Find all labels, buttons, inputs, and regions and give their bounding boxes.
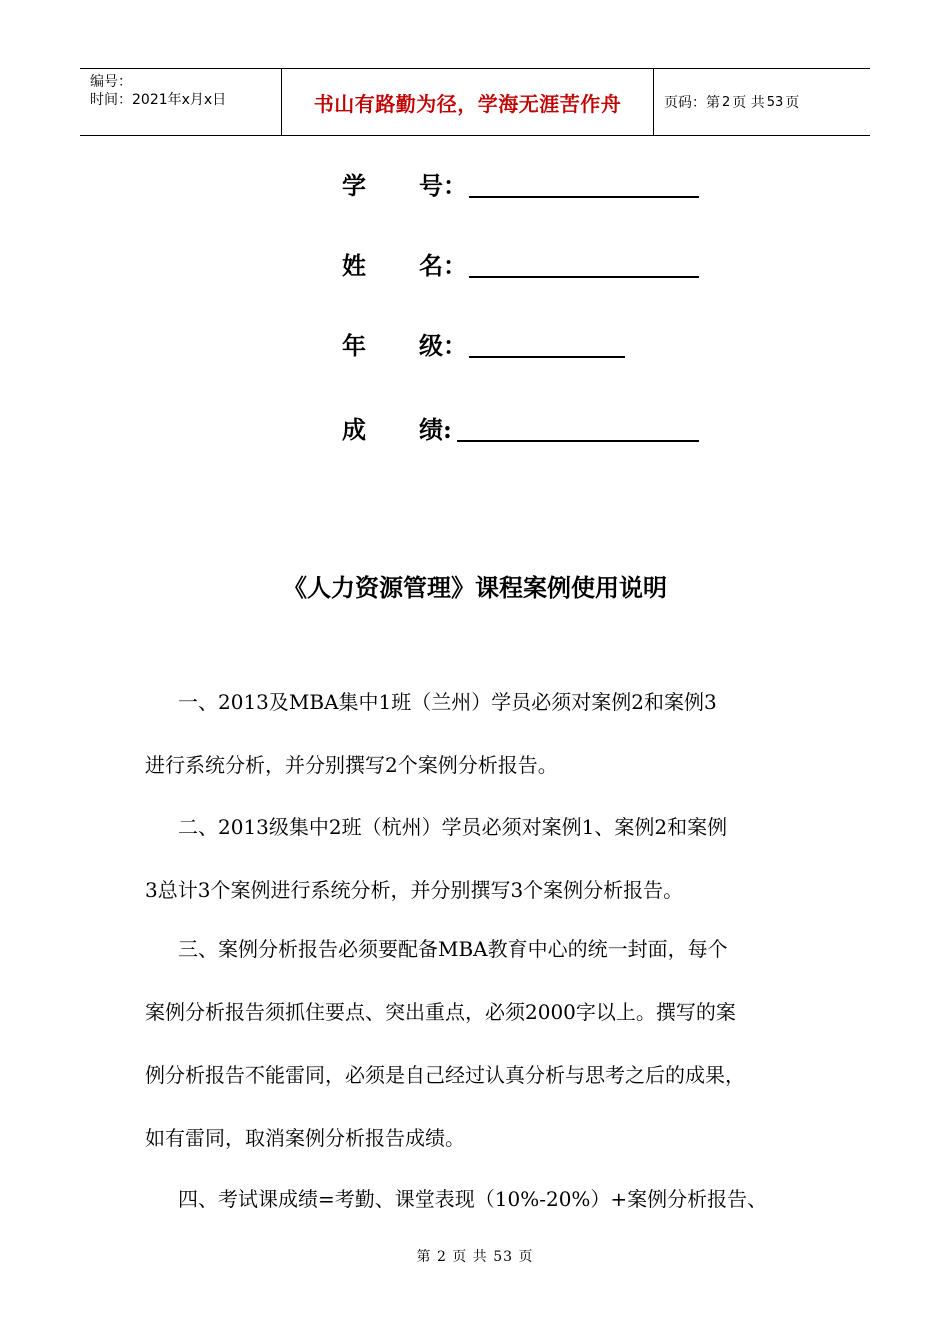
field-label-char1: 年 bbox=[342, 331, 366, 360]
paragraph-line: 如有雷同，取消案例分析报告成绩。 bbox=[145, 1126, 465, 1150]
field-label-char2: 名： bbox=[419, 251, 467, 280]
header-page-info bbox=[654, 69, 870, 135]
paragraph-line: 四、考试课成绩=考勤、课堂表现（10%-20%）+案例分析报告、 bbox=[178, 1187, 768, 1211]
paragraph-line: 二、2013级集中2班（杭州）学员必须对案例1、案例2和案例 bbox=[178, 815, 728, 839]
page-prefix: 页码：第 bbox=[664, 95, 720, 111]
header-motto: 书山有路勤为径，学海无涯苦作舟 bbox=[281, 69, 654, 135]
paragraph-line: 案例分析报告须抓住要点、突出重点，必须2000字以上。撰写的案 bbox=[145, 1000, 736, 1024]
name-field bbox=[342, 246, 702, 286]
document-title: 《人力资源管理》课程案例使用说明 bbox=[283, 573, 667, 602]
grade-year-field bbox=[342, 326, 642, 366]
score-field bbox=[342, 410, 702, 450]
page-number: 2 bbox=[722, 94, 731, 110]
page-suffix: 页 bbox=[785, 95, 800, 111]
date-label: 时间：2021年x月x日 bbox=[90, 92, 227, 108]
field-label-char1: 成 bbox=[342, 415, 366, 444]
paragraph-1 bbox=[145, 671, 817, 797]
page-footer: 第 2 页 共 53 页 bbox=[416, 1249, 534, 1265]
paragraph-line: 例分析报告不能雷同，必须是自己经过认真分析与思考之后的成果， bbox=[145, 1063, 745, 1087]
paragraph-line: 进行系统分析，并分别撰写2个案例分析报告。 bbox=[145, 753, 558, 777]
field-label-char1: 学 bbox=[342, 171, 366, 200]
field-label-char1: 姓 bbox=[342, 251, 366, 280]
grade-year-blank[interactable] bbox=[469, 356, 625, 358]
name-blank[interactable] bbox=[469, 276, 699, 278]
paragraph-2 bbox=[145, 796, 817, 922]
paragraph-line: 一、2013及MBA集中1班（兰州）学员必须对案例2和案例3 bbox=[178, 690, 717, 714]
paragraph-4 bbox=[145, 1168, 817, 1231]
student-id-field bbox=[342, 166, 702, 206]
paragraph-line: 3总计3个案例进行系统分析，并分别撰写3个案例分析报告。 bbox=[145, 878, 684, 902]
page-mid: 页 共 bbox=[732, 95, 765, 111]
student-id-blank[interactable] bbox=[469, 196, 699, 198]
page-header bbox=[80, 68, 870, 136]
paragraph-3 bbox=[145, 918, 817, 1170]
field-label-char2: 绩: bbox=[419, 415, 452, 444]
field-label-char2: 级： bbox=[419, 331, 467, 360]
page-total: 53 bbox=[766, 94, 784, 110]
number-label: 编号： bbox=[90, 74, 132, 90]
score-blank[interactable] bbox=[457, 440, 699, 442]
header-meta bbox=[80, 69, 281, 135]
paragraph-line: 三、案例分析报告必须要配备MBA教育中心的统一封面，每个 bbox=[178, 937, 728, 961]
field-label-char2: 号： bbox=[419, 171, 467, 200]
